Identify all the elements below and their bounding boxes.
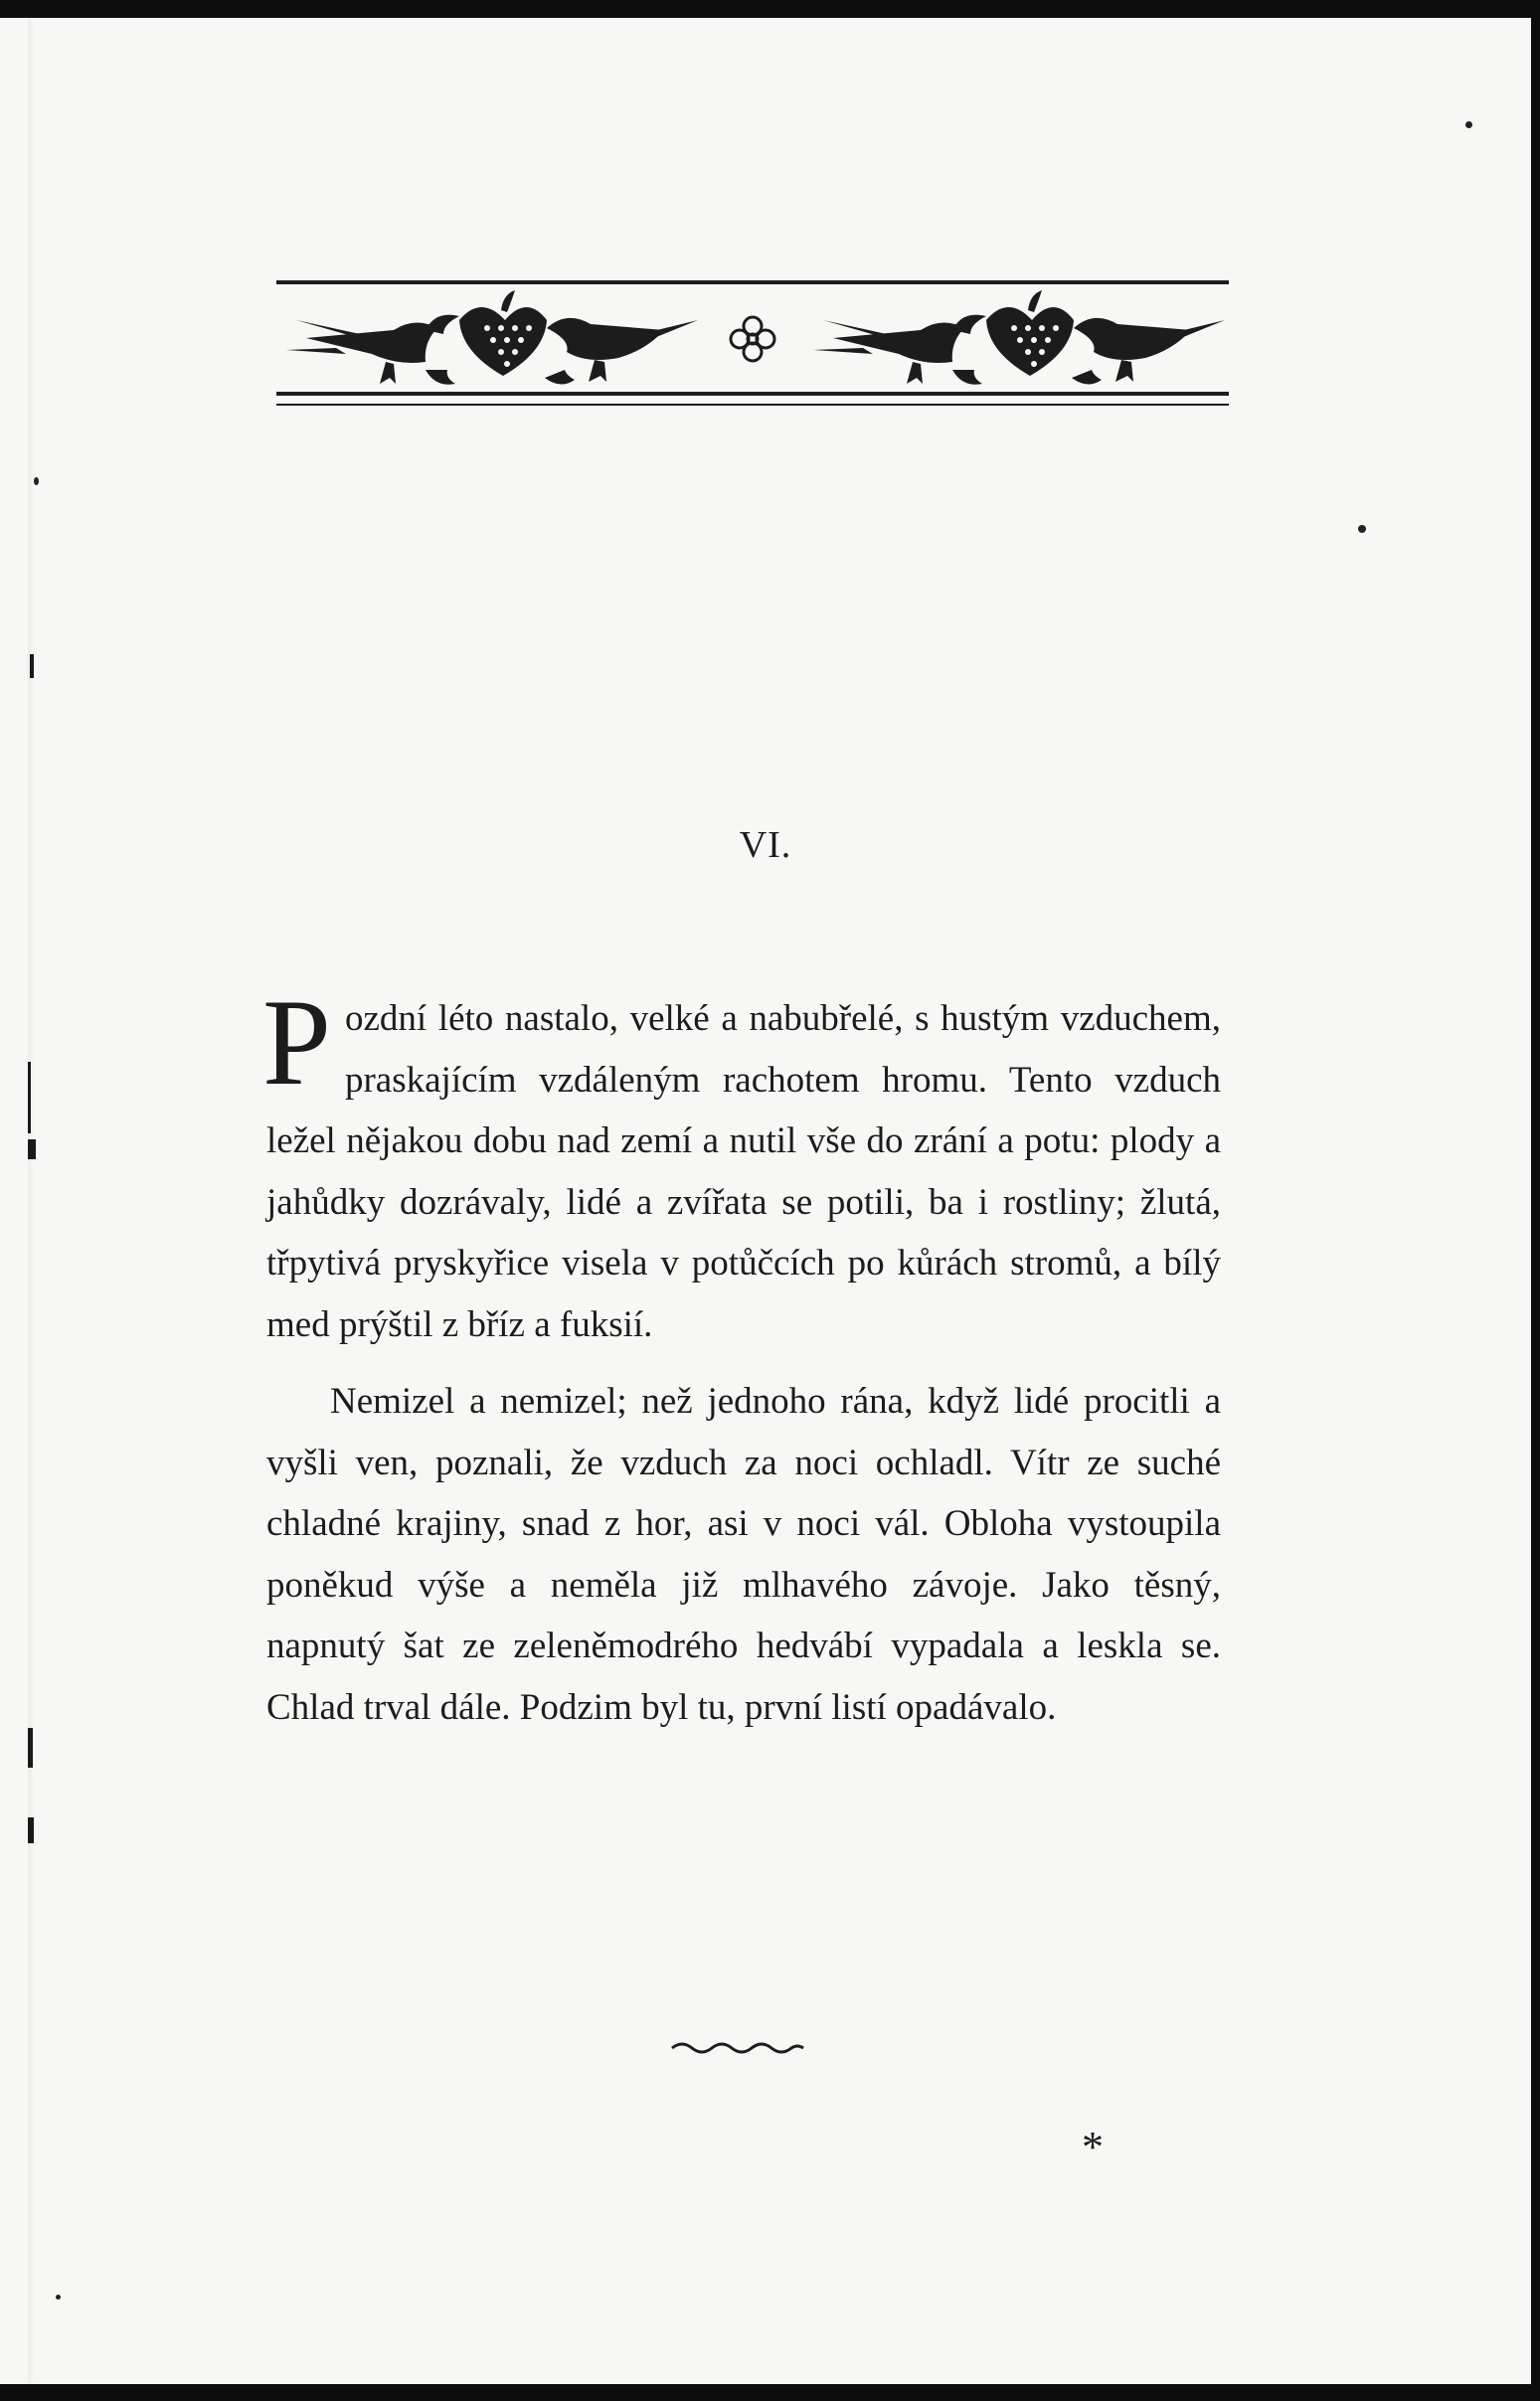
flower-rosette (731, 317, 774, 361)
tailpiece-squiggle (668, 2036, 807, 2060)
paragraph-1-text: ozdní léto nastalo, velké a nabubřelé, s hustým vzduchem, praskajícím vzdáleným rachotem hromu. Tento vzduch ležel nějakou dobu nad zemí a nutil vše do zrání a potu: plody a jahůdky dozrávaly, lidé a zvířata se potili, ba i rostliny; žlutá, třpytivá pryskyřice visela v potůčcích po kůrách stromů, a bílý med prýštil z bříz a fuksií. (266, 998, 1221, 1345)
scan-speck (56, 2295, 61, 2300)
paragraph-2: Nemizel a nemizel; než jednoho rána, když lidé procitli a vyšli ven, poznali, že vzduch za noci ochladl. Vítr ze suché chladné krajiny, snad z hor, asi v noci vál. Obloha vystoupila poněkud výše a neměla již mlhavého závoje. Jako těsný, napnutý šat ze zeleněmodrého hedvábí vypadala a leskla se. Chlad trval dále. Podzim byl tu, první listí opadávalo. (266, 1381, 1221, 1728)
scan-speck (1465, 121, 1472, 128)
margin-mark (28, 1062, 31, 1133)
margin-mark (30, 654, 34, 678)
headpiece-ornament (276, 280, 1229, 410)
scan-speck (34, 477, 39, 485)
paragraph-1 (262, 974, 1221, 1355)
margin-mark (28, 1728, 33, 1768)
margin-mark (28, 1139, 36, 1159)
chapter-body (262, 974, 1221, 1738)
book-page (0, 18, 1531, 2384)
page-edge-shadow (28, 18, 34, 2384)
margin-mark (28, 1817, 34, 1843)
drop-cap-letter: P (262, 974, 331, 1111)
chapter-number: VI. (739, 824, 792, 866)
scan-speck (1358, 525, 1366, 533)
signature-mark: * (1082, 2123, 1104, 2171)
